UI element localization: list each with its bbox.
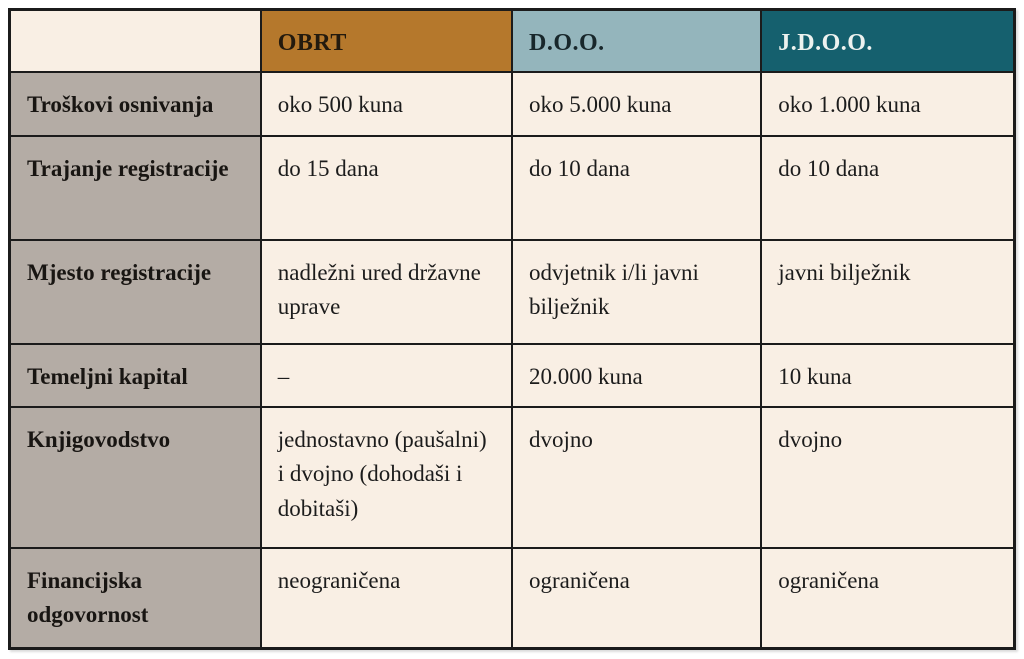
cell-obrt: neograničena — [261, 548, 512, 649]
table-row-mjesto-registracije — [10, 240, 1015, 345]
cell-obrt: do 15 dana — [261, 136, 512, 240]
table-row-trajanje-registracije — [10, 136, 1015, 240]
table-row-troskovi-osnivanja — [10, 72, 1015, 136]
cell-jdoo: javni bilježnik — [761, 240, 1014, 345]
cell-obrt: oko 500 kuna — [261, 72, 512, 136]
row-label: Mjesto registracije — [10, 240, 261, 345]
cell-obrt: jednostavno (paušalni) i dvojno (dohodaši i dobitaši) — [261, 407, 512, 548]
cell-doo: do 10 dana — [512, 136, 761, 240]
column-header-obrt: OBRT — [261, 10, 512, 73]
cell-jdoo: 10 kuna — [761, 344, 1014, 406]
row-label: Knjigovodstvo — [10, 407, 261, 548]
row-label: Financijska odgovornost — [10, 548, 261, 649]
comparison-table — [8, 8, 1016, 650]
cell-doo: oko 5.000 kuna — [512, 72, 761, 136]
cell-jdoo: ograničena — [761, 548, 1014, 649]
row-label: Troškovi osnivanja — [10, 72, 261, 136]
row-label: Trajanje registracije — [10, 136, 261, 240]
table-row-financijska-odgovornost — [10, 548, 1015, 649]
cell-doo: dvojno — [512, 407, 761, 548]
table-row-knjigovodstvo — [10, 407, 1015, 548]
cell-jdoo: dvojno — [761, 407, 1014, 548]
row-label: Temeljni kapital — [10, 344, 261, 406]
column-header-doo: D.O.O. — [512, 10, 761, 73]
cell-doo: 20.000 kuna — [512, 344, 761, 406]
header-row — [10, 10, 1015, 73]
cell-doo: ograničena — [512, 548, 761, 649]
cell-obrt: – — [261, 344, 512, 406]
cell-doo: odvjetnik i/li javni bilježnik — [512, 240, 761, 345]
cell-jdoo: do 10 dana — [761, 136, 1014, 240]
corner-cell — [10, 10, 261, 73]
cell-jdoo: oko 1.000 kuna — [761, 72, 1014, 136]
table-row-temeljni-kapital — [10, 344, 1015, 406]
column-header-jdoo: J.D.O.O. — [761, 10, 1014, 73]
cell-obrt: nadležni ured državne uprave — [261, 240, 512, 345]
